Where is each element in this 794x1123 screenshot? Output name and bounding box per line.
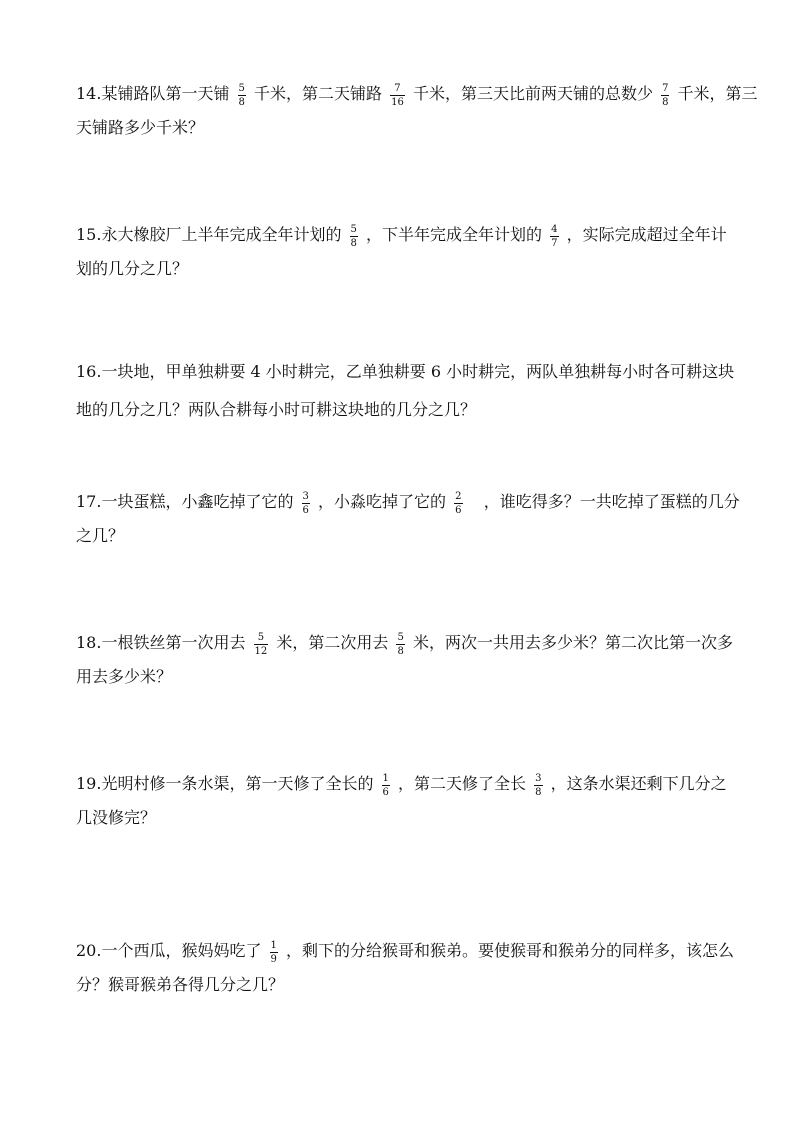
problem-text: 14.某铺路队第一天铺: [76, 84, 230, 103]
problem-line-2: 划的几分之几？: [76, 259, 189, 278]
fraction-numerator: 5: [238, 83, 245, 94]
problem-text: 米，第二次用去: [276, 633, 389, 652]
fraction: [661, 84, 669, 108]
problem-text: ，剩下的分给猴哥和猴弟。要使猴哥和猴弟分的同样多，该怎么: [286, 941, 735, 960]
fraction-denominator: 6: [382, 787, 389, 798]
problem-text: 18.一根铁丝第一次用去: [76, 633, 246, 652]
problem-line-1: [76, 939, 735, 965]
fraction-numerator: 1: [382, 773, 389, 784]
fraction-denominator: 9: [270, 954, 277, 965]
problem-line-1: [76, 631, 733, 657]
fraction-numerator: 5: [257, 632, 265, 643]
problem-line-1: [76, 490, 740, 516]
fraction: [396, 633, 404, 657]
fraction: [238, 84, 246, 108]
fraction: [550, 225, 558, 249]
problem-text: ，这条水渠还剩下几分之: [550, 774, 727, 793]
fraction: [534, 774, 542, 798]
fraction-denominator: 8: [350, 238, 357, 249]
fraction-denominator: 8: [535, 787, 542, 798]
problem-text: 20.一个西瓜，猴妈妈吃了: [76, 941, 262, 960]
problem-line-2: 天铺路多少千米？: [76, 118, 205, 137]
problem-line-1: [76, 772, 727, 798]
fraction-denominator: 16: [391, 97, 404, 108]
fraction: [350, 225, 358, 249]
fraction: [254, 633, 269, 657]
fraction-denominator: 7: [551, 238, 558, 249]
problem-text: 17.一块蛋糕，小鑫吃掉了它的: [76, 492, 294, 511]
problem-text: 米，两次一共用去多少米？第二次比第一次多: [412, 633, 733, 652]
problem-line-2: 分？猴哥猴弟各得几分之几？: [76, 975, 285, 994]
problem-text: 千米，第三天比前两天铺的总数少: [412, 84, 653, 103]
problem-text: 15.永大橡胶厂上半年完成全年计划的: [76, 225, 342, 244]
problem-text: ，小淼吃掉了它的: [318, 492, 447, 511]
problem-text: ，实际完成超过全年计: [566, 225, 727, 244]
problem-line-1: [76, 223, 727, 249]
fraction-denominator: 12: [254, 646, 268, 657]
problem-text: 千米，第三: [677, 84, 758, 103]
problem-line-1: [76, 82, 758, 108]
fraction-numerator: 7: [394, 83, 401, 94]
fraction: [302, 492, 310, 516]
fraction-numerator: 1: [270, 940, 277, 951]
problem-line-1: 16.一块地，甲单独耕要 4 小时耕完，乙单独耕要 6 小时耕完，两队单独耕每小时各可耕这块: [76, 362, 735, 381]
fraction: [454, 492, 462, 516]
problem-line-2: 地的几分之几？两队合耕每小时可耕这块地的几分之几？: [76, 400, 477, 419]
problem-line-2: 几没修完？: [76, 808, 157, 827]
problem-text: 千米，第二天铺路: [254, 84, 383, 103]
fraction-denominator: 8: [397, 646, 404, 657]
fraction-numerator: 7: [662, 83, 669, 94]
problem-line-2: 之几？: [76, 526, 125, 545]
problem-line-2: 用去多少米？: [76, 667, 173, 686]
problem-text: ，谁吃得多？一共吃掉了蛋糕的几分: [483, 492, 740, 511]
problem-text: ，下半年完成全年计划的: [366, 225, 543, 244]
fraction: [390, 84, 405, 108]
fraction-numerator: 3: [535, 773, 542, 784]
fraction: [270, 941, 278, 965]
fraction-numerator: 5: [350, 224, 357, 235]
fraction-denominator: 8: [238, 97, 245, 108]
fraction-denominator: 8: [662, 97, 669, 108]
fraction-numerator: 3: [302, 491, 309, 502]
fraction-numerator: 4: [551, 224, 558, 235]
fraction-numerator: 5: [397, 632, 404, 643]
problem-text: ，第二天修了全长: [398, 774, 527, 793]
fraction-denominator: 6: [455, 505, 462, 516]
fraction-denominator: 6: [302, 505, 309, 516]
fraction-numerator: 2: [455, 491, 462, 502]
fraction: [382, 774, 390, 798]
problem-text: 19.光明村修一条水渠，第一天修了全长的: [76, 774, 374, 793]
